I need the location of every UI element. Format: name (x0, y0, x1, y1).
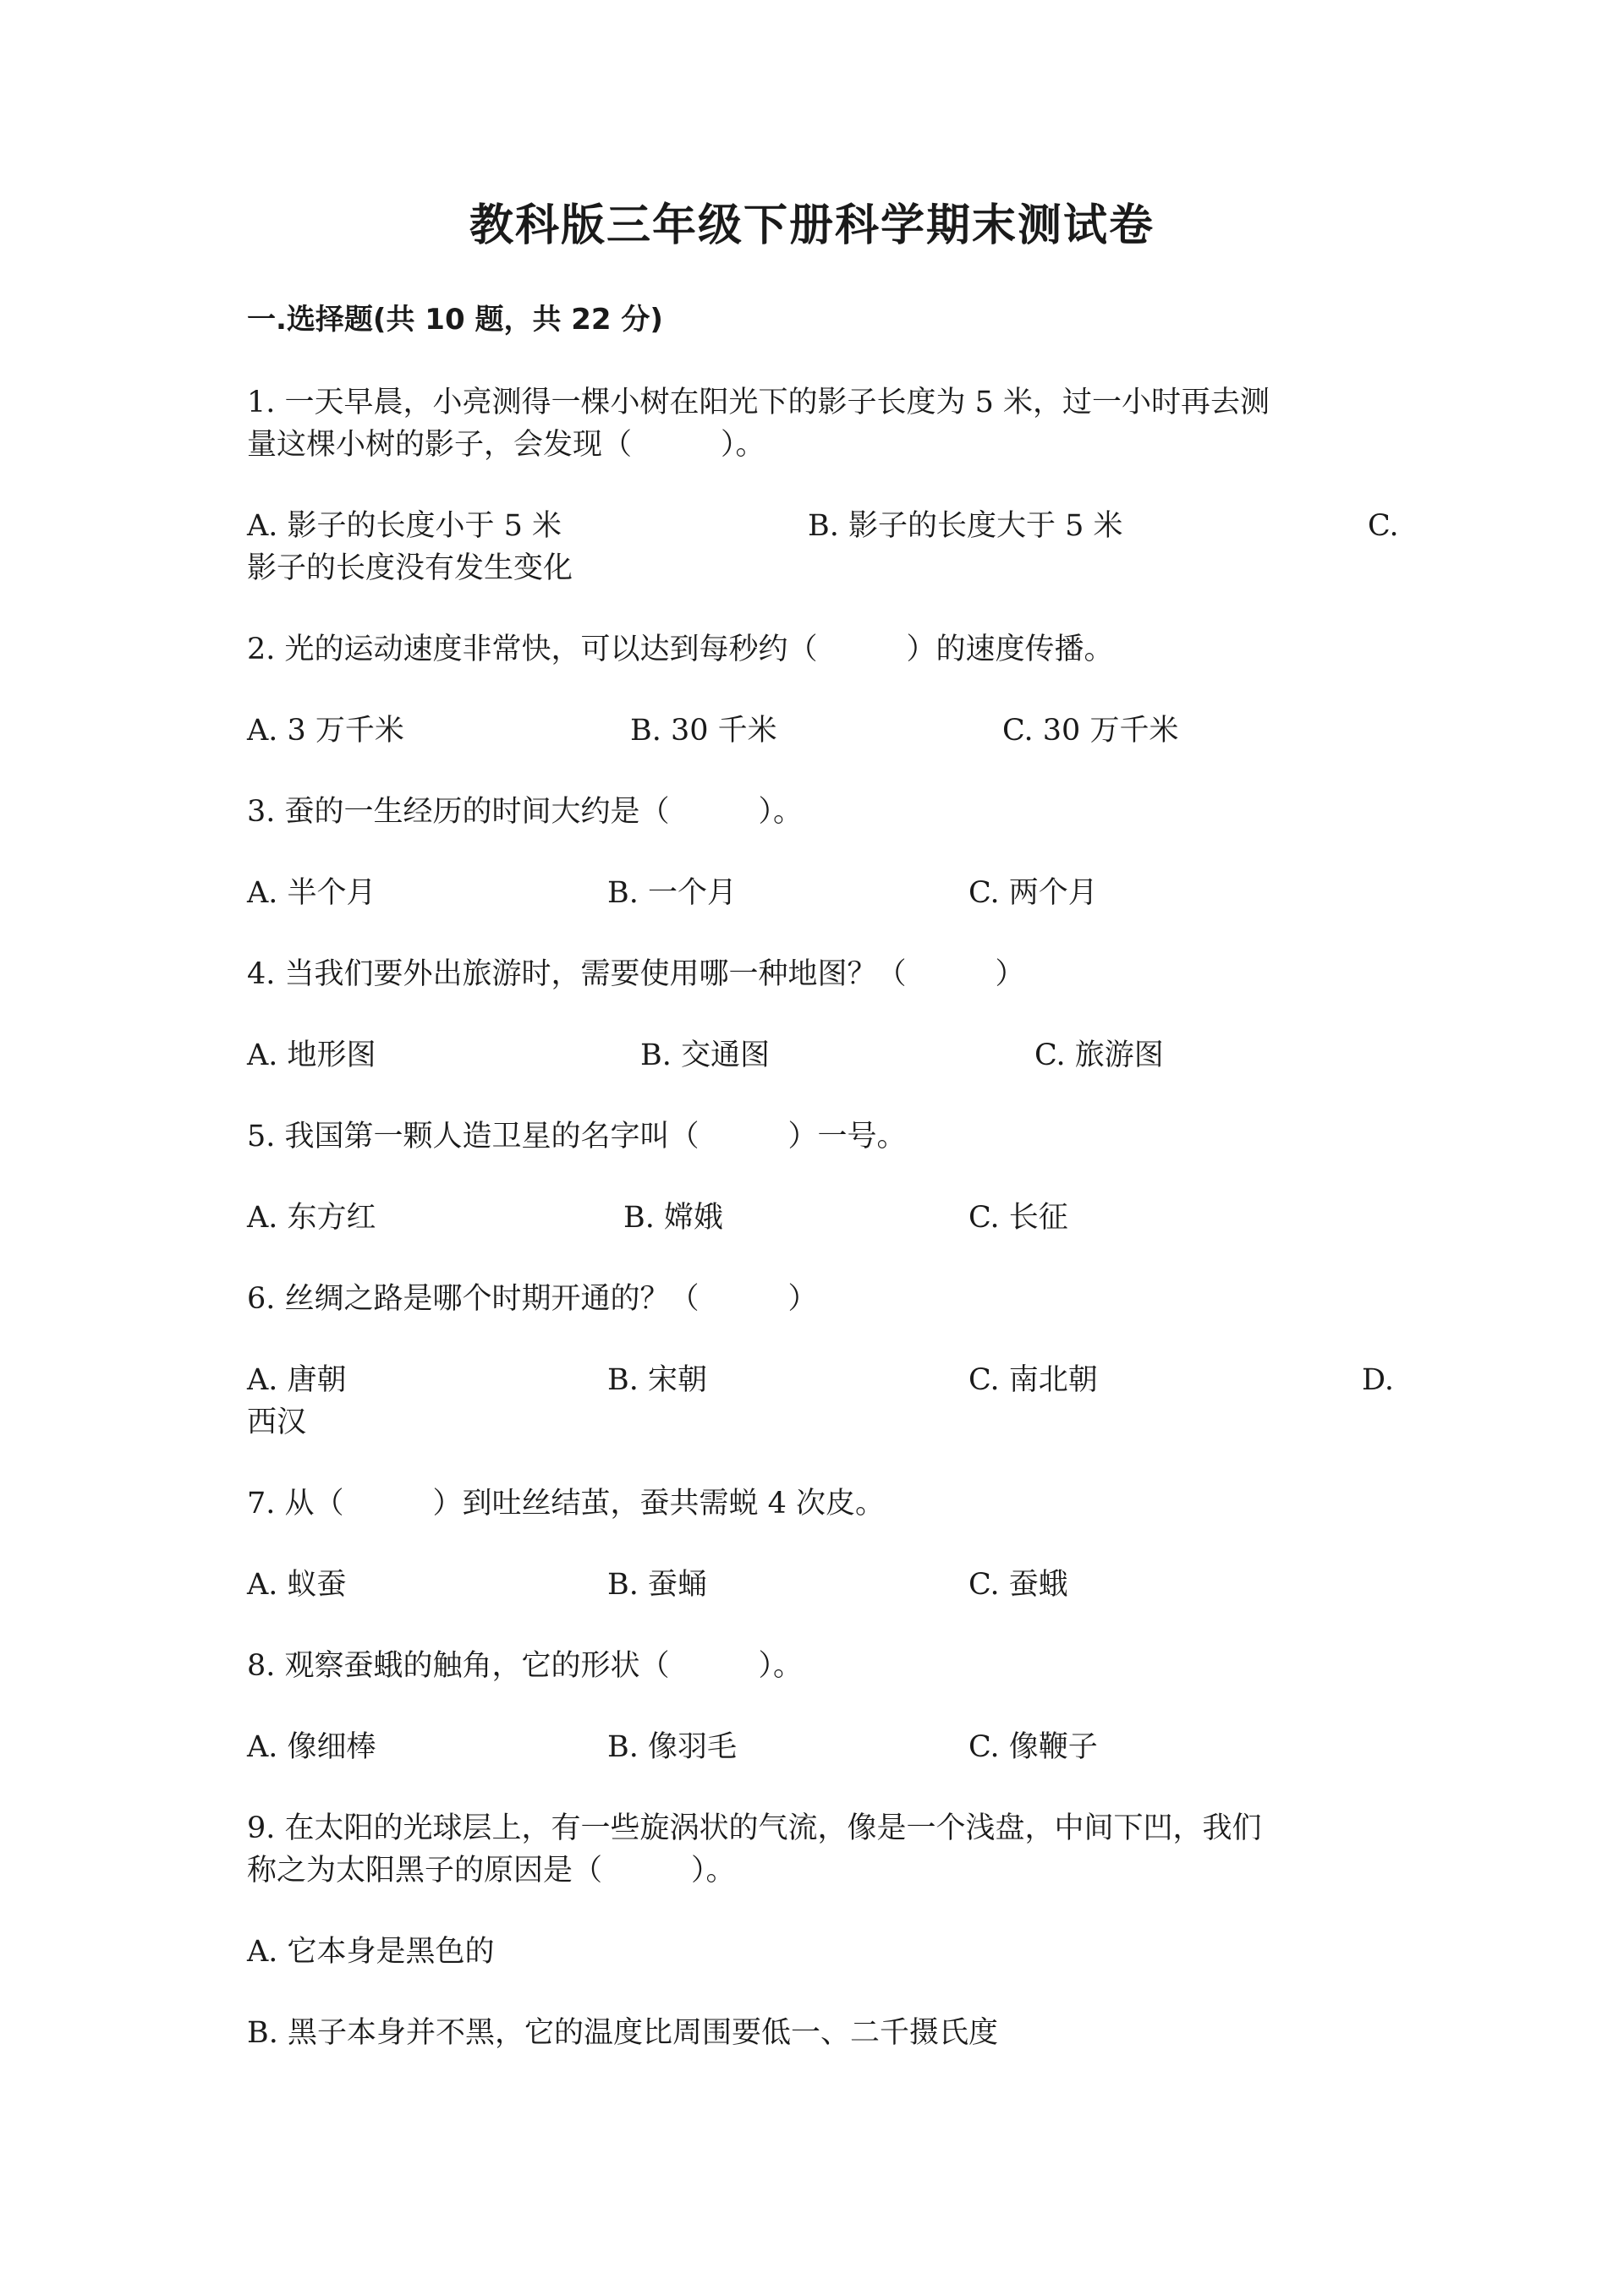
question-4-option-c: C. 旅游图 (1034, 1038, 1164, 1072)
question-1-option-c-label: C. (1368, 509, 1399, 543)
question-4-line-1: 4. 当我们要外出旅游时，需要使用哪一种地图？（ ） (247, 957, 1025, 991)
question-1-option-a: A. 影子的长度小于 5 米 (247, 509, 562, 543)
question-2-option-c: C. 30 万千米 (1002, 714, 1179, 748)
question-5-line-1: 5. 我国第一颗人造卫星的名字叫（ ）一号。 (247, 1120, 907, 1153)
question-6-option-d-label: D. (1362, 1363, 1394, 1397)
question-7-option-a: A. 蚁蚕 (247, 1568, 347, 1602)
question-3-line-1: 3. 蚕的一生经历的时间大约是（ ）。 (247, 795, 804, 829)
question-2-option-b: B. 30 千米 (630, 714, 777, 748)
question-7-line-1: 7. 从（ ）到吐丝结茧，蚕共需蜕 4 次皮。 (247, 1487, 886, 1521)
section-heading: 一.选择题(共 10 题，共 22 分) (247, 303, 663, 337)
question-1-option-b: B. 影子的长度大于 5 米 (808, 509, 1123, 543)
question-2-option-a: A. 3 万千米 (247, 714, 404, 748)
question-6-option-c: C. 南北朝 (968, 1363, 1098, 1397)
question-8-line-1: 8. 观察蚕蛾的触角，它的形状（ ）。 (247, 1649, 804, 1683)
question-1-option-c-text: 影子的长度没有发生变化 (247, 551, 573, 585)
question-9-option-a: A. 它本身是黑色的 (247, 1935, 495, 1969)
question-5-option-c: C. 长征 (968, 1201, 1068, 1235)
question-9-line-1: 9. 在太阳的光球层上，有一些旋涡状的气流，像是一个浅盘，中间下凹，我们 (247, 1811, 1262, 1845)
question-3-option-b: B. 一个月 (607, 876, 737, 910)
question-4-option-b: B. 交通图 (640, 1038, 770, 1072)
question-1-line-2: 量这棵小树的影子，会发现（ ）。 (247, 428, 765, 462)
question-8-option-c: C. 像鞭子 (968, 1730, 1098, 1764)
question-7-option-b: B. 蚕蛹 (607, 1568, 707, 1602)
question-5-option-a: A. 东方红 (247, 1201, 376, 1235)
question-4-option-a: A. 地形图 (247, 1038, 376, 1072)
question-8-option-b: B. 像羽毛 (607, 1730, 737, 1764)
question-5-option-b: B. 嫦娥 (623, 1201, 723, 1235)
question-9-option-b: B. 黑子本身并不黑，它的温度比周围要低一、二千摄氏度 (247, 2016, 998, 2050)
question-9-line-2: 称之为太阳黑子的原因是（ ）。 (247, 1854, 736, 1888)
question-1-line-1: 1. 一天早晨，小亮测得一棵小树在阳光下的影子长度为 5 米，过一小时再去测 (247, 386, 1270, 419)
question-2-line-1: 2. 光的运动速度非常快，可以达到每秒约（ ）的速度传播。 (247, 633, 1114, 666)
question-3-option-c: C. 两个月 (968, 876, 1098, 910)
page-title: 教科版三年级下册科学期末测试卷 (469, 200, 1155, 251)
question-6-option-d-text: 西汉 (247, 1406, 307, 1439)
question-6-line-1: 6. 丝绸之路是哪个时期开通的？（ ） (247, 1282, 818, 1316)
question-8-option-a: A. 像细棒 (247, 1730, 376, 1764)
question-6-option-b: B. 宋朝 (607, 1363, 707, 1397)
question-6-option-a: A. 唐朝 (247, 1363, 347, 1397)
question-7-option-c: C. 蚕蛾 (968, 1568, 1068, 1602)
question-3-option-a: A. 半个月 (247, 876, 376, 910)
